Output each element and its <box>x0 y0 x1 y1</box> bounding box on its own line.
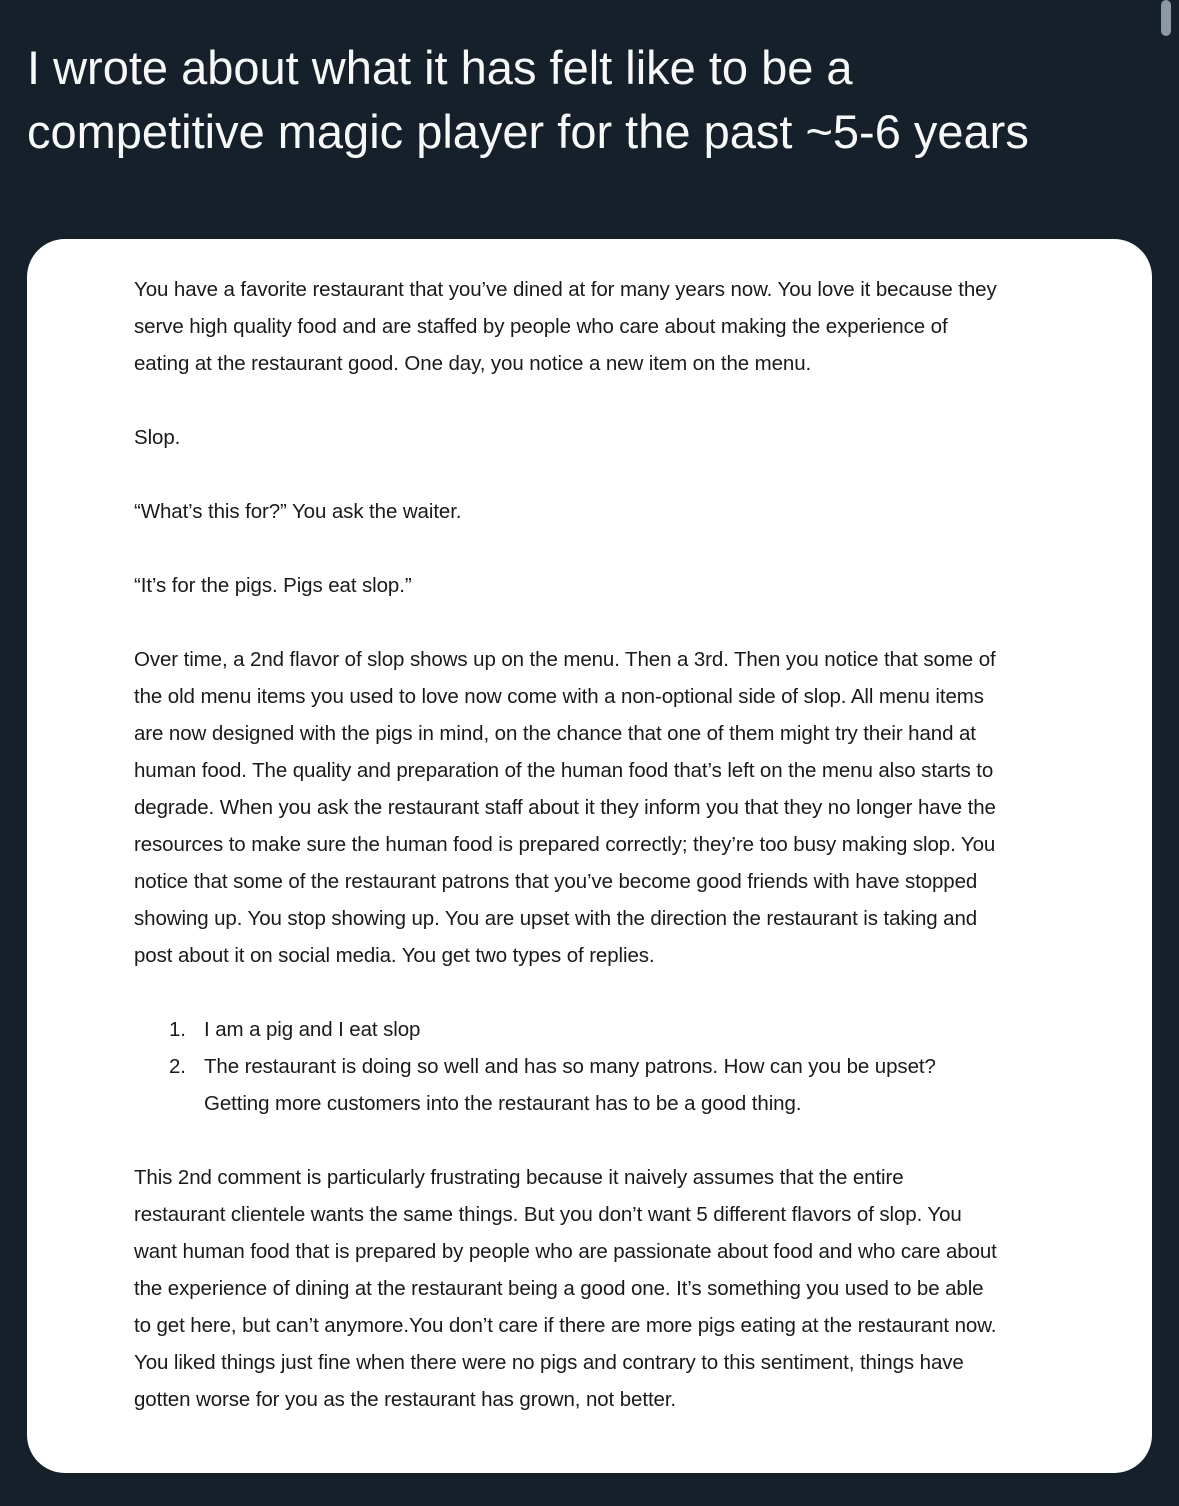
paragraph-over-time <box>134 641 1074 974</box>
paragraph-conclusion <box>134 1159 1074 1418</box>
tweet-image[interactable] <box>27 239 1152 1473</box>
paragraph-slop: Slop. <box>134 426 181 449</box>
document-text <box>134 271 1074 1418</box>
text-line: Over time, a 2nd flavor of slop shows up on the menu. Then a 3rd. Then you notice that some of <box>134 648 996 671</box>
tweet-text-line: I wrote about what it has felt like to be a <box>27 41 853 94</box>
tweet-text <box>27 36 1157 164</box>
text-line: serve high quality food and are staffed by people who care about making the experience of <box>134 315 948 338</box>
text-line: human food. The quality and preparation of the human food that’s left on the menu also starts to <box>134 759 994 782</box>
text-line: want human food that is prepared by people who are passionate about food and who care about <box>134 1240 997 1263</box>
tweet-text-line: competitive magic player for the past ~5-6 years <box>27 105 1029 158</box>
text-line: the old menu items you used to love now come with a non-optional side of slop. All menu items <box>134 685 984 708</box>
list-item <box>134 1048 1074 1122</box>
list-number: 2. <box>169 1055 186 1078</box>
text-line: eating at the restaurant good. One day, you notice a new item on the menu. <box>134 352 812 375</box>
text-line: I am a pig and I eat slop <box>204 1018 421 1041</box>
list-item <box>134 1011 1074 1048</box>
paragraph-answer: “It’s for the pigs. Pigs eat slop.” <box>134 574 412 597</box>
text-line: restaurant clientele wants the same things. But you don’t want 5 different flavors of slop. You <box>134 1203 962 1226</box>
text-line: Getting more customers into the restaurant has to be a good thing. <box>204 1092 802 1115</box>
text-line: to get here, but can’t anymore.You don’t care if there are more pigs eating at the restaurant now. <box>134 1314 997 1337</box>
text-line: This 2nd comment is particularly frustrating because it naively assumes that the entire <box>134 1166 904 1189</box>
paragraph-intro <box>134 271 1074 382</box>
text-line: post about it on social media. You get two types of replies. <box>134 944 655 967</box>
list-number: 1. <box>169 1018 186 1041</box>
text-line: notice that some of the restaurant patrons that you’ve become good friends with have stopped <box>134 870 978 893</box>
text-line: You have a favorite restaurant that you’ve dined at for many years now. You love it because they <box>134 278 997 301</box>
text-line: You liked things just fine when there were no pigs and contrary to this sentiment, things have <box>134 1351 964 1374</box>
text-line: gotten worse for you as the restaurant has grown, not better. <box>134 1388 677 1411</box>
text-line: degrade. When you ask the restaurant staff about it they inform you that they no longer have the <box>134 796 996 819</box>
text-line: showing up. You stop showing up. You are upset with the direction the restaurant is taking and <box>134 907 978 930</box>
replies-list <box>134 1011 1074 1122</box>
text-line: the experience of dining at the restaurant being a good one. It’s something you used to be able <box>134 1277 984 1300</box>
text-line: are now designed with the pigs in mind, on the chance that one of them might try their hand at <box>134 722 976 745</box>
text-line: resources to make sure the human food is prepared correctly; they’re too busy making slop. You <box>134 833 996 856</box>
text-line: The restaurant is doing so well and has so many patrons. How can you be upset? <box>204 1055 936 1078</box>
paragraph-question: “What’s this for?” You ask the waiter. <box>134 500 462 523</box>
scrollbar[interactable] <box>1161 0 1171 36</box>
